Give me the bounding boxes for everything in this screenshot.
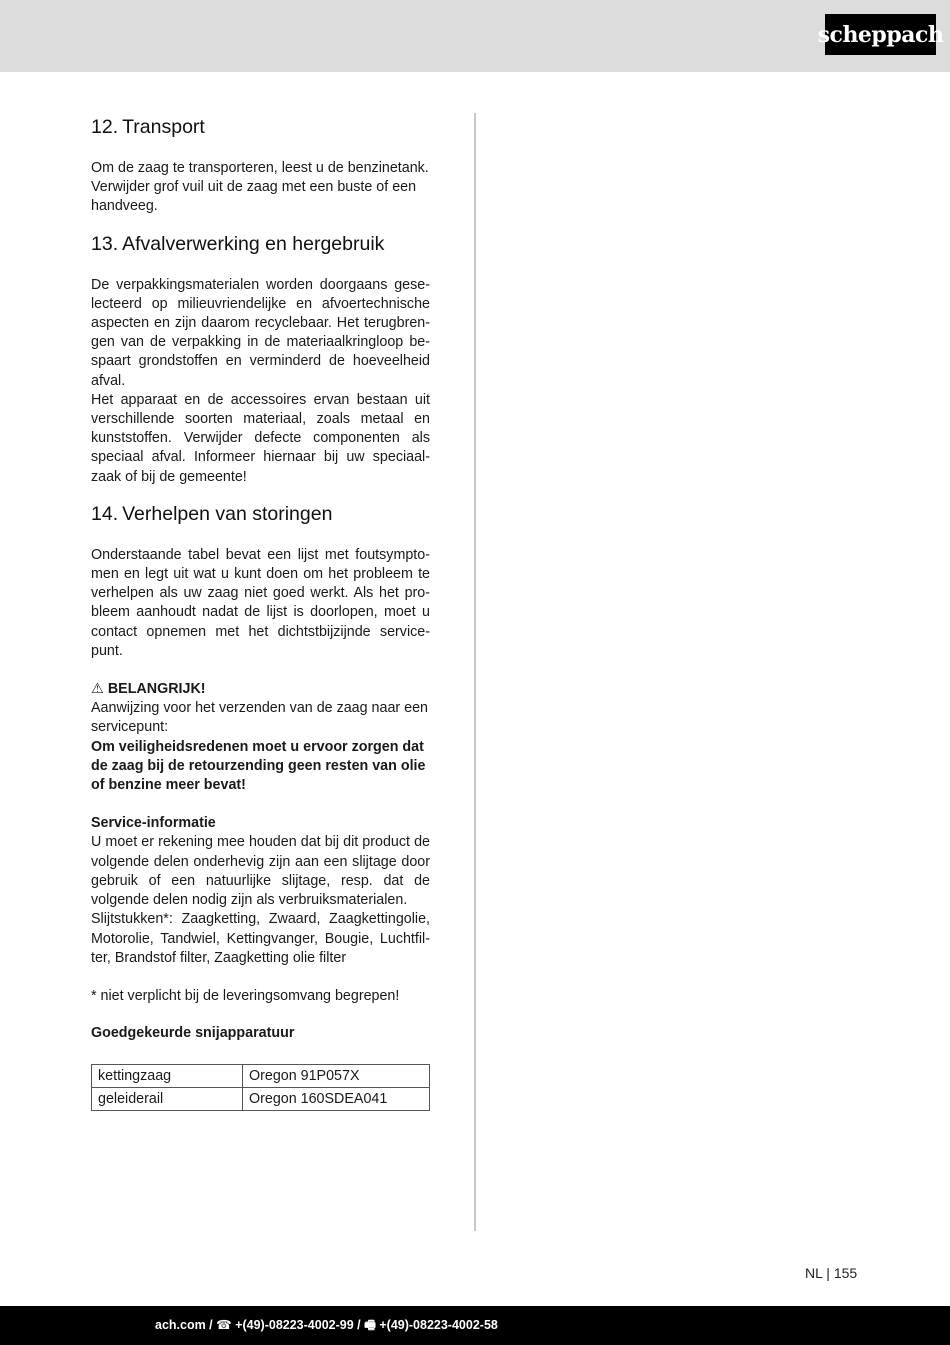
column-divider [474,113,476,1231]
page-separator: | [826,1265,830,1281]
table-row [92,1065,430,1088]
approved-equipment-table [91,1064,430,1111]
table-cell-item: kettingzaag [92,1065,243,1088]
section-13-number: 13. [91,232,119,255]
brand-logo [817,14,944,55]
section-13-heading [91,232,430,256]
section-12-heading [91,115,430,139]
warning-label: BELANGRIJK! [107,681,206,698]
warning-bold-text: Om veiligheidsredenen moet u ervoor zorgen dat de zaag bij de retourzending geen resten van olie of benzine meer bevat! [91,738,426,794]
footnote: * niet verplicht bij de leveringsomvang begrepen! [91,987,400,1004]
section-12-title: Transport [122,116,205,138]
page-number [805,1265,857,1281]
approved-equipment-title: Goedgekeurde snijapparatuur [91,1025,295,1042]
warning-text: Aanwijzing voor het verzenden van de zaag naar een servicepunt: [91,700,428,736]
wear-parts-text: Slijtstukken*: Zaagketting, Zwaard, Zaagkettingolie, Motorolie, Tandwiel, Kettingvanger, Bougie, Luchtfil-ter, Brandstof filter, Zaagketting olie filter [91,911,430,966]
section-14-body: Onderstaande tabel bevat een lijst met foutsympto-men en legt uit wat u kunt doen om het probleem te verhelpen als uw zaag niet goed werkt. Als het pro-bleem aanhoudt nadat de lijst is doorlopen, moet u contact opnemen met het dichtstbijzijnde service-punt. [91,546,430,659]
table-cell-item: geleiderail [92,1088,243,1111]
page-number-value: 155 [833,1265,858,1281]
table-cell-value: Oregon 160SDEA041 [243,1088,430,1111]
table-cell-value: Oregon 91P057X [243,1065,430,1088]
table-row [92,1088,430,1111]
section-12-body: Om de zaag te transporteren, leest u de benzinetank. Verwijder grof vuil uit de zaag met een buste of een handveeg. [91,160,429,215]
footer-contact: ach.com / ☎ +(49)-08223-4002-99 / 🖷 +(49)-08223-4002-58 [155,1318,498,1332]
page-language: NL [805,1265,823,1281]
section-14-heading [91,502,430,526]
warning-heading [91,680,430,699]
service-info-text: U moet er rekening mee houden dat bij dit product de volgende delen onderhevig zijn aan een slijtage door gebruik of een natuurlijke slijtage, resp. dat de volgende delen nodig zijn als verbruiksmaterialen. [91,834,430,909]
warning-icon: ⚠ [91,681,104,698]
section-14-number: 14. [91,502,119,525]
section-14-title: Verhelpen van storingen [122,502,333,525]
section-13-title: Afvalverwerking en hergebruik [122,232,385,255]
section-13-paragraph-1: De verpakkingsmaterialen worden doorgaans gese-lecteerd op milieuvriendelijke en afvoertechnische aspecten en zijn daarom recyclebaar. Het terugbren-gen van de verpakking in de materiaalkringloop be-spaart grondstoffen en verminderd de hoeveelheid afval. [91,276,430,389]
service-info-title: Service-informatie [91,815,216,832]
header-band [0,0,950,72]
section-13-paragraph-2: Het apparaat en de accessoires ervan bestaan uit verschillende soorten materiaal, zoals metaal en kunststoffen. Verwijder defecte componenten als speciaal afval. Informeer hiernaar bij uw speciaal-zaak of bij de gemeente! [91,391,430,485]
section-12-number: 12. [91,116,119,138]
main-column [91,113,430,1111]
brand-logo-text: scheppach [817,21,944,48]
